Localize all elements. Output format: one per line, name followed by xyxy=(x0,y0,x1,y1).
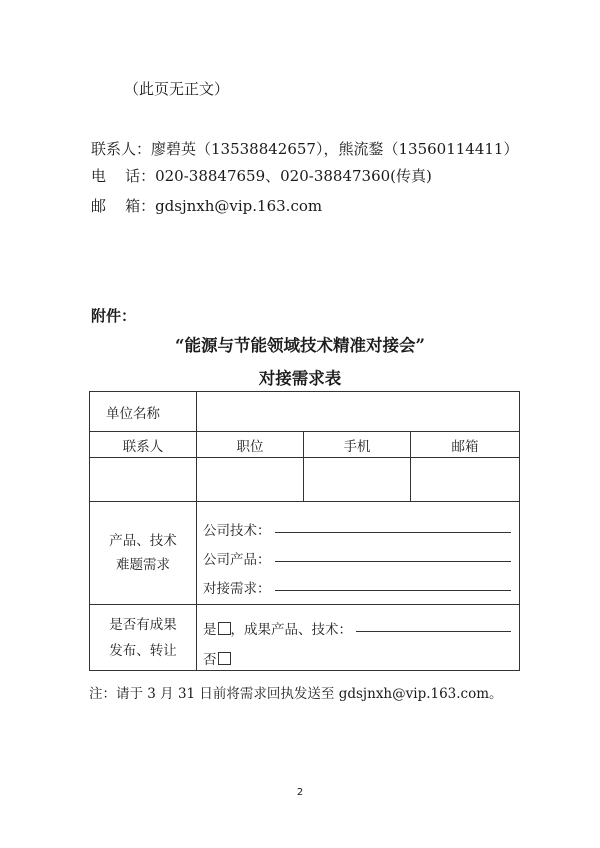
header-position: 职位 xyxy=(197,432,304,458)
company-tech-input[interactable] xyxy=(275,532,512,533)
contact-phone: 电 话：020-38847659、020-38847360(传真) xyxy=(91,167,432,185)
publish-yes-row xyxy=(197,608,519,638)
publish-yes-option xyxy=(203,618,352,638)
demand-form-table xyxy=(89,391,520,671)
company-product-row xyxy=(197,539,519,568)
docking-need-label: 对接需求： xyxy=(203,580,271,597)
publish-label-line1: 是否有成果 xyxy=(109,616,177,633)
publish-no-checkbox[interactable] xyxy=(218,652,231,665)
header-email: 邮箱 xyxy=(411,432,520,458)
contact-email: 邮 箱：gdsjnxh@vip.163.com xyxy=(91,197,323,215)
company-tech-label: 公司技术： xyxy=(203,522,271,539)
publish-no-label: 否 xyxy=(203,651,217,668)
publish-no-row xyxy=(197,638,519,668)
company-tech-row xyxy=(197,510,519,539)
header-contact: 联系人 xyxy=(90,432,197,458)
publish-detail-input[interactable] xyxy=(356,631,511,632)
header-mobile: 手机 xyxy=(304,432,411,458)
contact-person: 联系人：廖碧英（13538842657），熊流鍪（13560114411） xyxy=(91,140,519,158)
company-product-label: 公司产品： xyxy=(203,551,271,568)
unit-name-label: 单位名称 xyxy=(90,392,197,432)
publish-yes-label: 是 xyxy=(203,621,217,638)
unit-name-field[interactable] xyxy=(197,392,520,432)
product-need-label-line1: 产品、技术 xyxy=(109,533,177,549)
mobile-field[interactable] xyxy=(304,458,411,502)
docking-need-row xyxy=(197,568,519,597)
attachment-title: “能源与节能领域技术精准对接会” xyxy=(175,336,425,355)
docking-need-input[interactable] xyxy=(275,590,512,591)
publish-yes-detail-label: ，成果产品、技术： xyxy=(230,621,352,638)
page-number: 2 xyxy=(296,787,304,798)
publish-label xyxy=(90,605,197,671)
company-product-input[interactable] xyxy=(275,561,512,562)
publish-no-option xyxy=(203,648,231,668)
publish-fields xyxy=(197,605,520,671)
product-need-label xyxy=(90,502,197,605)
email-field[interactable] xyxy=(411,458,520,502)
attachment-subtitle: 对接需求表 xyxy=(258,369,342,388)
product-need-label-line2: 难题需求 xyxy=(116,557,170,573)
publish-yes-checkbox[interactable] xyxy=(218,622,231,635)
publish-label-line2: 发布、转让 xyxy=(109,642,177,659)
position-field[interactable] xyxy=(197,458,304,502)
contact-field[interactable] xyxy=(90,458,197,502)
attachment-label: 附件： xyxy=(91,307,137,325)
footnote: 注：请于 3 月 31 日前将需求回执发送至 gdsjnxh@vip.163.com。 xyxy=(89,686,503,702)
product-need-fields xyxy=(197,502,520,605)
no-body-note: （此页无正文） xyxy=(124,80,230,98)
